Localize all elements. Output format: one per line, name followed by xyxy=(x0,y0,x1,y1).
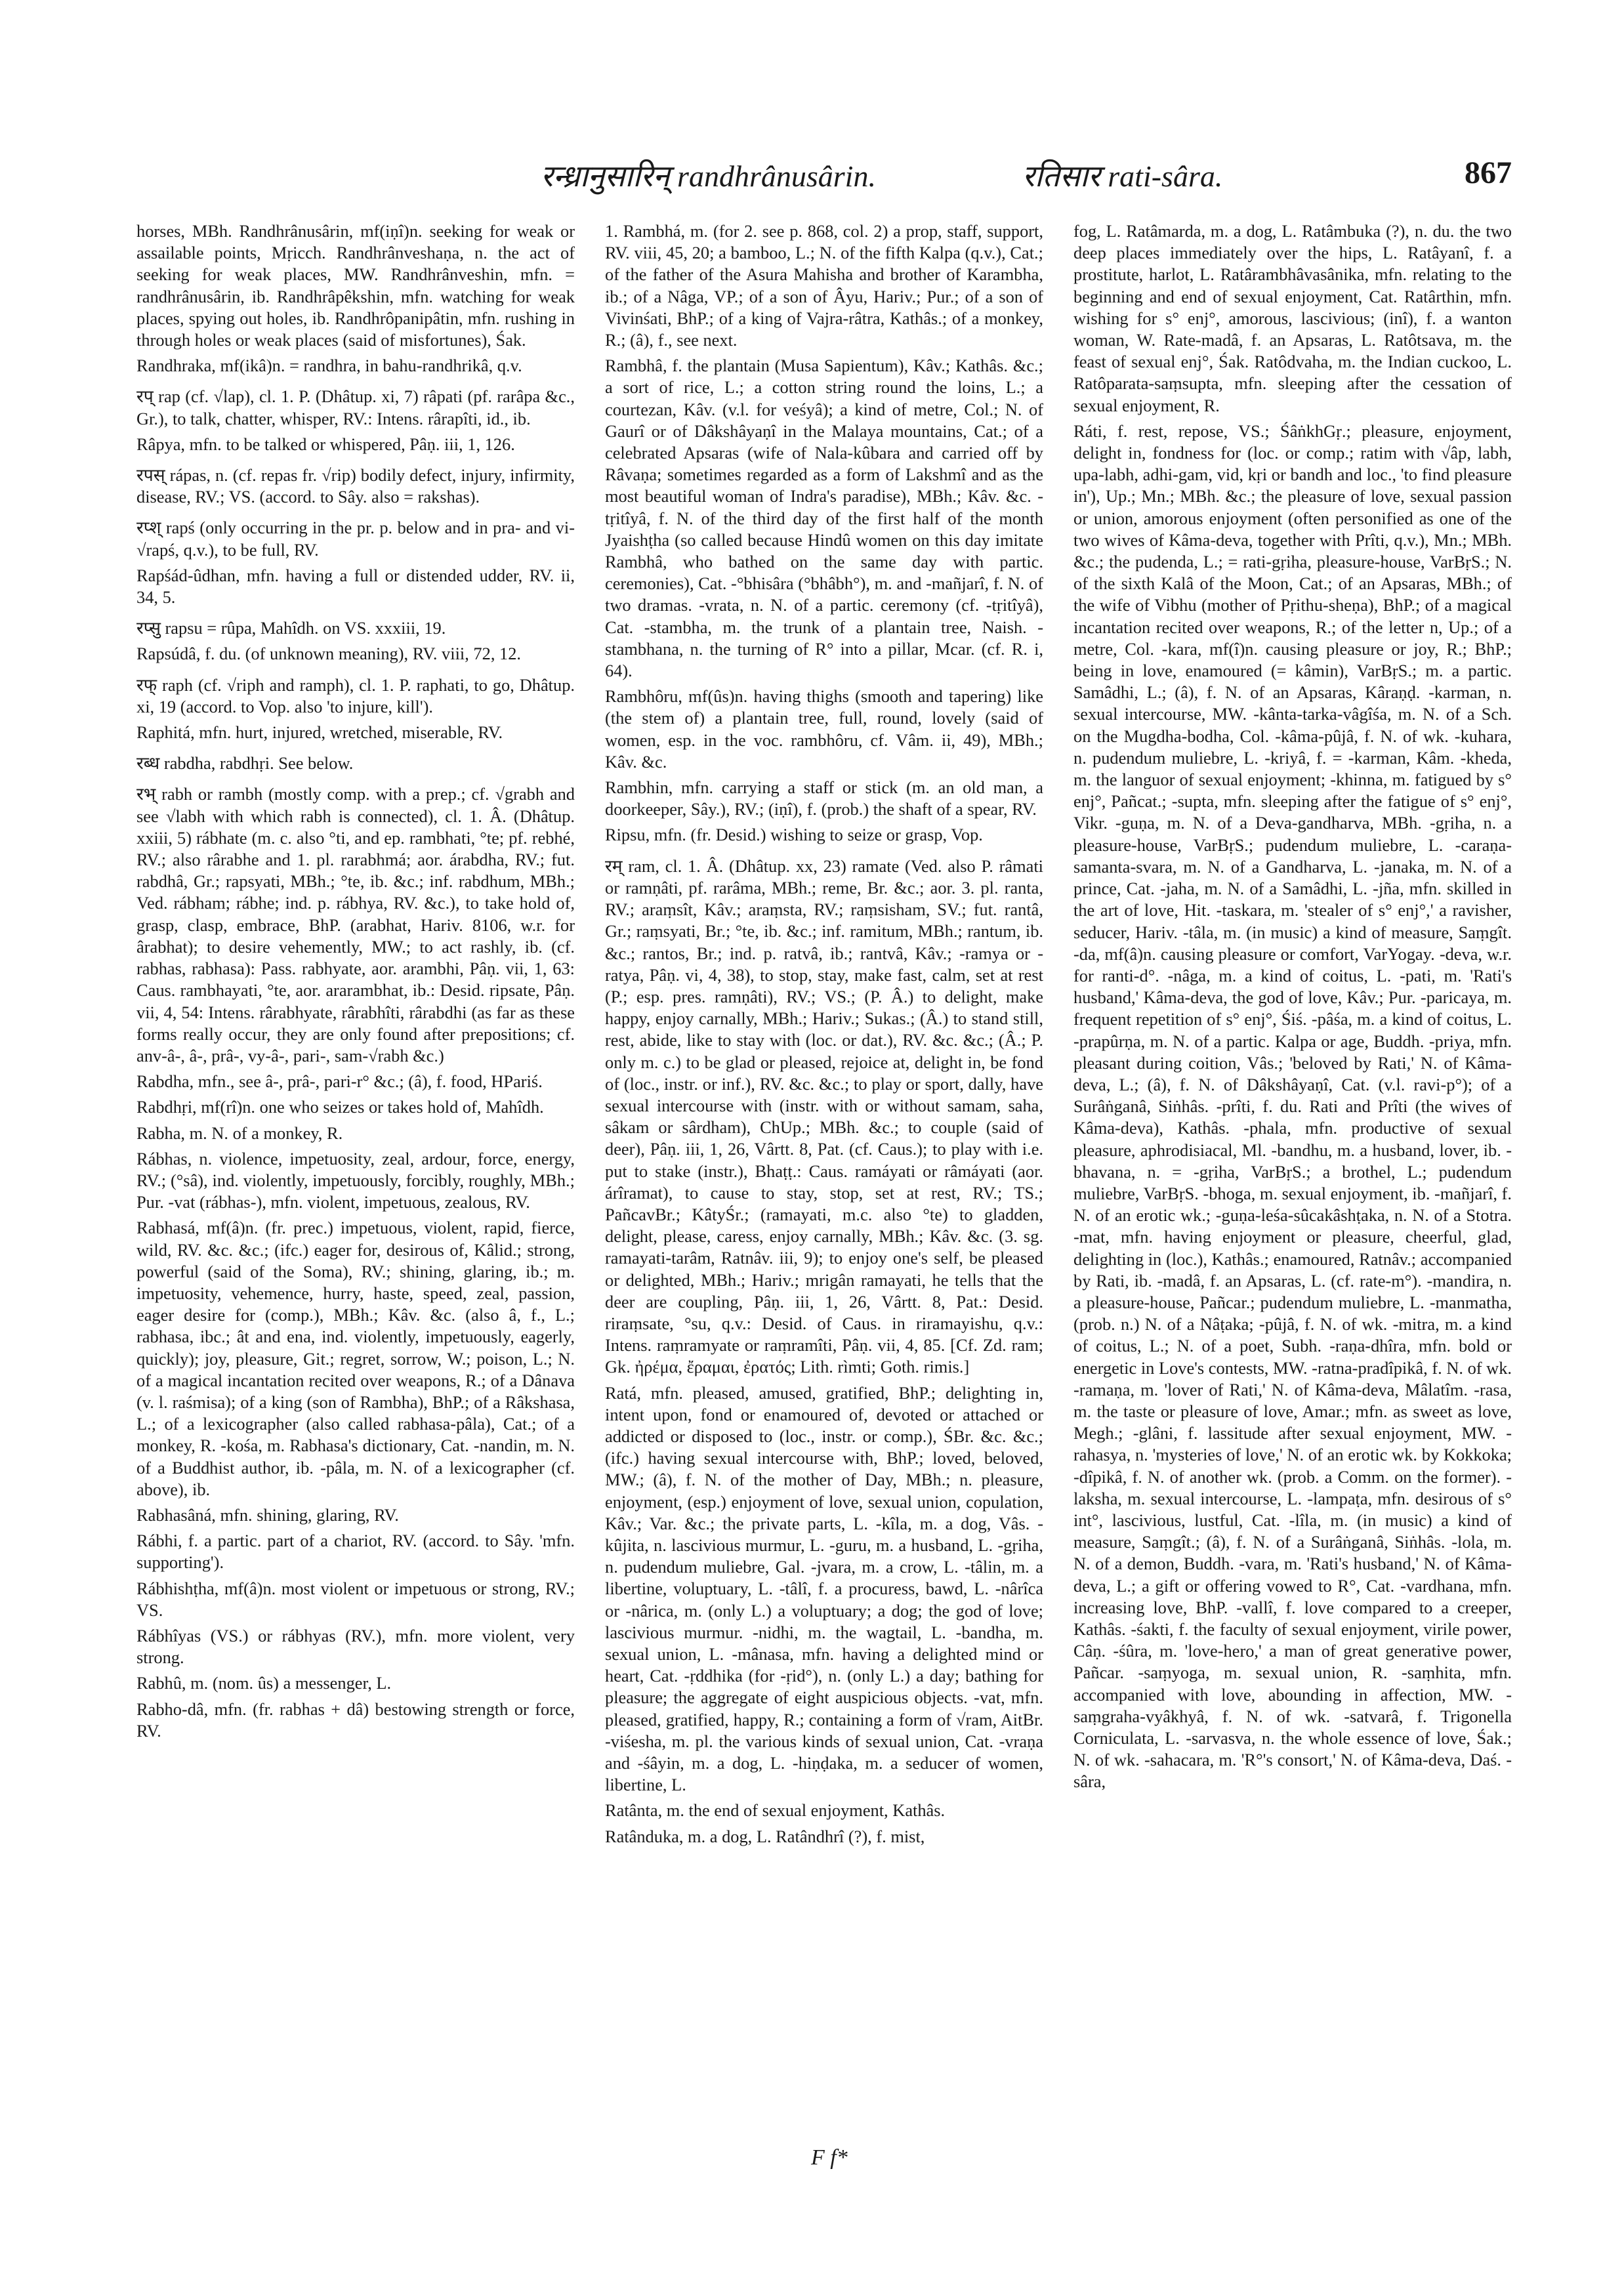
dictionary-entry: रपस् rápas, n. (cf. repas fr. √rip) bodily defect, injury, infirmity, disease, RV.; VS. (accord. to Sây. also = rakshas). xyxy=(136,465,575,507)
column-3 xyxy=(1073,220,1512,2090)
right-guide-word: रतिसार rati-sâra. xyxy=(1022,159,1223,193)
dictionary-entry: रप्श् rapś (only occurring in the pr. p. below and in pra- and vi-√rapś, q.v.), to be full, RV. xyxy=(136,518,575,560)
column-1 xyxy=(136,220,575,2090)
dictionary-entry: Rapśád-ûdhan, mfn. having a full or distended udder, RV. ii, 34, 5. xyxy=(136,565,575,608)
dictionary-entry: रम् ram, cl. 1. Â. (Dhâtup. xx, 23) ramate (Ved. also P. râmati or ramṇâti, pf. rarâma, MBh.; reme, Br. &c.; aor. 3. pl. ranta, RV.; araṃsît, Kâv.; araṃsta, RV.; raṃsisham, SV.; fut. rantâ, Gr.; raṃsyati, Br.; °te, ib. &c.; inf. ramitum, MBh.; rantum, ib. &c.; rantos, Br.; ind. p. ratvâ, ib.; rantvâ, Kâv.; -ramya or -ratya, Pâṇ. vi, 4, 38), to stop, stay, make fast, calm, set at rest (P.; esp. pres. ramṇâti), RV.; VS.; (P. Â.) to delight, make happy, enjoy carnally, MBh.; Hariv.; Sukas.; (Â.) to stand still, rest, abide, like to stay with (loc. or dat.), RV. &c. &c.; (Â.; P. only m. c.) to be glad or pleased, rejoice at, delight in, be fond of (loc., instr. or inf.), RV. &c. &c.; to play or sport, dally, have sexual intercourse with (instr. with or without samam, saha, sâkam or sârdham), ChUp.; MBh. &c.; to couple (said of deer), Pâṇ. iii, 1, 26, Vârtt. 8, Pat. (cf. Caus.); to play with i.e. put to stake (instr.), Bhaṭṭ.: Caus. ramáyati or râmáyati (aor. árîramat), to cause to stay, stop, set at rest, RV.; TS.; PañcavBr.; KâtyŚr.; (ramayati, m.c. also °te) to gladden, delight, please, caress, enjoy carnally, MBh.; Kâv. &c. (3. sg. ramayati-tarâm, Ratnâv. iii, 9); to enjoy one's self, be pleased or delighted, MBh.; Hariv.; mrigân ramayati, he tells that the deer are coupling, Pâṇ. iii, 1, 26, Vârtt. 8, Pat.: Desid. riraṃsate, °su, q.v.: Desid. of Caus. in riramayishu, q.v.: Intens. raṃramyate or raṃramîti, Pâṇ. vii, 4, 85. [Cf. Zd. ram; Gk. ἠρέμα, ἔραμαι, ἐρατός; Lith. rìmti; Goth. rimis.] xyxy=(605,856,1043,1377)
dictionary-entry: रफ् raph (cf. √riph and ramph), cl. 1. P. raphati, to go, Dhâtup. xi, 19 (accord. to Vop. also 'to injure, kill'). xyxy=(136,674,575,716)
dictionary-entry: Rabhasâná, mfn. shining, glaring, RV. xyxy=(136,1504,399,1525)
dictionary-entry: Rabho-dâ, mfn. (fr. rabhas + dâ) bestowing strength or force, RV. xyxy=(136,1699,575,1741)
dictionary-entry: रभ् rabh or rambh (mostly comp. with a prep.; cf. √grabh and see √labh with which rabh is connected), cl. 1. Â. (Dhâtup. xxiii, 5) rábhate (m. c. also °ti, and ep. rambhati, °te; pf. rebhé, RV.; also rârabhe and 1. pl. rarabhmá; aor. árabdha, RV.; fut. rabdhâ, Gr.; rapsyati, MBh.; °te, ib. &c.; inf. rabdhum, MBh.; Ved. rábham; rábhe; ind. p. rábhya, RV. &c.), to take hold of, grasp, clasp, embrace, BhP. (arabhat, Hariv. 8106, w.r. for ârabhat); to desire vehemently, MW.; to act rashly, ib. (cf. rabhas, rabhasa): Pass. rabhyate, aor. arambhi, Pâṇ. vii, 1, 63: Caus. rambhayati, °te, aor. ararambhat, ib.: Desid. ripsate, Pâṇ. vii, 4, 54: Intens. rârabhyate, rârabhîti, rârabdhi (as far as these forms really occur, they are only found after prepositions; cf. anv-â-, â-, prâ-, vy-â-, pari-, sam-√rabh &c.) xyxy=(136,784,575,1065)
dictionary-entry: fog, L. Ratâmarda, m. a dog, L. Ratâmbuka (?), n. du. the two deep places immediately over the hips, L. Ratâyanî, f. a prostitute, harlot, L. Ratârambhâvasânika, mfn. relating to the beginning and end of sexual enjoyment, Cat. Ratârthin, mfn. wishing for s° enj°, amorous, lascivious; (inî), f. a wanton woman, W. Rate-madâ, f. an Apsaras, L. Ratôtsava, m. the feast of sexual enj°, Śak. Ratôdvaha, m. the Indian cuckoo, L. Ratôparata-saṃsupta, mfn. sleeping after the cessation of sexual enjoyment, R. xyxy=(1073,221,1512,415)
printer-signature: F f* xyxy=(811,2145,848,2170)
dictionary-entry: Ratânduka, m. a dog, L. Ratândhrî (?), f. mist, xyxy=(605,1826,925,1846)
dictionary-entry: Randhraka, mf(ikâ)n. = randhra, in bahu-randhrikâ, q.v. xyxy=(136,356,522,376)
dictionary-entry: रप्सु rapsu = rûpa, Mahîdh. on VS. xxxiii, 19. xyxy=(136,618,446,638)
dictionary-entry: Rabhû, m. (nom. ûs) a messenger, L. xyxy=(136,1673,392,1693)
dictionary-entry: Rabdhṛi, mf(rî)n. one who seizes or takes hold of, Mahîdh. xyxy=(136,1097,544,1117)
dictionary-entry: Rábhi, f. a partic. part of a chariot, RV. (accord. to Sây. 'mfn. supporting'). xyxy=(136,1531,575,1573)
dictionary-entry: Ratânta, m. the end of sexual enjoyment, Kathâs. xyxy=(605,1800,946,1821)
dictionary-entry: Rapsúdâ, f. du. (of unknown meaning), RV. viii, 72, 12. xyxy=(136,644,522,664)
dictionary-entry: रप् rap (cf. √lap), cl. 1. P. (Dhâtup. xi, 7) râpati (pf. rarâpa &c., Gr.), to talk, chatter, whisper, RV.: Intens. rârapîti, id., ib. xyxy=(136,386,575,428)
dictionary-entry: horses, MBh. Randhrânusârin, mf(iṇî)n. seeking for weak or assailable points, Mṛicch. Randhrânveshaṇa, n. the act of seeking for weak places, MW. Randhrânveshin, mfn. = randhrânusârin, ib. Randhrâpêkshin, mfn. watching for weak places, spying out holes, ib. Randhrôpanipâtin, mfn. rushing in through holes or weak places (said of misfortunes), Śak. xyxy=(136,221,575,350)
dictionary-entry: Raphitá, mfn. hurt, injured, wretched, miserable, RV. xyxy=(136,722,503,743)
dictionary-entry: Ratá, mfn. pleased, amused, gratified, BhP.; delighting in, intent upon, fond or enamoured of, devoted or attached or addicted or disposed to (loc., instr. or comp.), ŚBr. &c. &c.; (ifc.) having sexual intercourse with, BhP.; loved, beloved, MW.; (â), f. N. of the mother of Day, MBh.; n. pleasure, enjoyment, (esp.) enjoyment of love, sexual union, copulation, Kâv.; Var. &c.; the private parts, L. -kîla, m. a dog, Vâs. -kûjita, n. lascivious murmur, L. -guru, m. a husband, L. -gṛiha, n. pudendum muliebre, Gal. -jvara, m. a crow, L. -tâlin, m. a libertine, voluptuary, L. -tâlî, f. a procuress, bawd, L. -nârîca or -nârica, m. (only L.) a voluptuary; a dog; the god of love; lascivious murmur. -nidhi, m. the wagtail, L. -bandha, m. sexual union, L. -mânasa, mfn. having a delighted mind or heart, Cat. -ṛddhika (for -ṛid°), n. (only L.) a day; bathing for pleasure; the aggregate of eight auspicious objects. -vat, mfn. pleased, gratified, happy, R.; containing a form of √ram, AitBr. -viśesha, m. pl. the various kinds of sexual union, Cat. -vraṇa and -śâyin, m. a dog, L. -hiṇḍaka, m. a seducer of women, libertine, L. xyxy=(605,1382,1043,1795)
dictionary-entry: Ripsu, mfn. (fr. Desid.) wishing to seize or grasp, Vop. xyxy=(605,825,983,845)
page-number: 867 xyxy=(1465,155,1512,190)
dictionary-entry: Rabha, m. N. of a monkey, R. xyxy=(136,1123,343,1143)
dictionary-entry: Rambhin, mfn. carrying a staff or stick (m. an old man, a doorkeeper, Sây.), RV.; (iṇî), f. (prob.) the shaft of a spear, RV. xyxy=(605,777,1043,819)
dictionary-entry: रब्ध rabdha, rabdhṛi. See below. xyxy=(136,753,354,774)
dictionary-entry: 1. Rambhá, m. (for 2. see p. 868, col. 2) a prop, staff, support, RV. viii, 45, 20; a bamboo, L.; N. of the fifth Kalpa (q.v.), Cat.; of the father of the Asura Mahisha and brother of Karambha, ib.; of a Nâga, VP.; of a son of Âyu, Hariv.; Pur.; of a son of Vivinśati, BhP.; of a king of Vajra-râtra, Kathâs.; of a monkey, R.; (â), f., see next. xyxy=(605,221,1043,350)
dictionary-entry: Rambhâ, f. the plantain (Musa Sapientum), Kâv.; Kathâs. &c.; a sort of rice, L.; a cotton string round the loins, L.; a courtezan, Kâv. (v.l. for veśyâ); a kind of metre, Col.; N. of Gaurî or of Dâkshâyaṇî in the Malaya mountains, Cat.; of a celebrated Apsaras (wife of Nala-kûbara and carried off by Râvaṇa; sometimes regarded as a form of Lakshmî and as the most beautiful woman of Indra's paradise), MBh.; Kâv. &c. -tṛitîyâ, f. N. of the third day of the first half of the month Jyaishṭha (so called because Hindû women on this day imitate Rambhâ, who bathed on the same day with partic. ceremonies), Cat. -°bhisâra (°bhâbh°), m. and -mañjarî, f. N. of two dramas. -vrata, n. N. of a partic. ceremony (cf. -tṛitîyâ), Cat. -stambha, m. the trunk of a plantain tree, Naish. -stambhana, n. the turning of R° into a pillar, Mcar. (cf. R. i, 64). xyxy=(605,356,1043,681)
dictionary-entry: Rabhasá, mf(â)n. (fr. prec.) impetuous, violent, rapid, fierce, wild, RV. &c. &c.; (ifc.) eager for, desirous of, Kâlid.; strong, powerful (said of the Soma), RV.; shining, glaring, ib.; m. impetuosity, vehemence, hurry, haste, speed, zeal, passion, eager desire for (comp.), MBh.; Kâv. &c. (also â, f., L.; rabhasa, ibc.; ât and ena, ind. violently, impetuously, eagerly, quickly); joy, pleasure, Git.; regret, sorrow, W.; poison, L.; N. of a magical incantation recited over weapons, R.; of a Dânava (v. l. raśmisa); of a king (son of Rambha), BhP.; of a Râkshasa, L.; of a lexicographer (also called rabhasa-pâla), Cat.; of a monkey, R. -kośa, m. Rabhasa's dictionary, Cat. -nandin, m. N. of a Buddhist author, ib. -pâla, m. N. of a lexicographer (cf. above), ib. xyxy=(136,1218,575,1499)
dictionary-columns xyxy=(136,220,1512,2090)
dictionary-entry: Rábhas, n. violence, impetuosity, zeal, ardour, force, energy, RV.; (°sâ), ind. violently, impetuously, forcibly, roughly, MBh.; Pur. -vat (rábhas-), mfn. violent, impetuous, zealous, RV. xyxy=(136,1148,575,1212)
dictionary-entry: Rábhîyas (VS.) or rábhyas (RV.), mfn. more violent, very strong. xyxy=(136,1625,575,1668)
page-header xyxy=(136,155,1512,201)
dictionary-entry: Râpya, mfn. to be talked or whispered, Pâṇ. iii, 1, 126. xyxy=(136,434,515,454)
column-2 xyxy=(605,220,1043,2090)
left-guide-word: रन्ध्रानुसारिन् randhrânusârin. xyxy=(541,159,876,193)
dictionary-entry: Ráti, f. rest, repose, VS.; ŚâṅkhGṛ.; pleasure, enjoyment, delight in, fondness for (loc. or comp.; ratim with √âp, labh, upa-labh, adhi-gam, vid, kṛi or bandh and loc., 'to find pleasure in'), Up.; Mn.; MBh. &c.; the pleasure of love, sexual passion or union, amorous enjoyment (often personified as one of the two wives of Kâma-deva, together with Prîti, q.v.), Mn.; MBh. &c.; the pudenda, L.; = rati-gṛiha, pleasure-house, VarBṛS.; N. of the sixth Kalâ of the Moon, Cat.; of an Apsaras, MBh.; of the wife of Vibhu (mother of Pṛithu-sheṇa), BhP.; of a magical incantation recited over weapons, R.; of the letter n, Up.; of a metre, Col. -kara, mf(î)n. causing pleasure or joy, R.; BhP.; being in love, enamoured (= kâmin), VarBṛS.; m. a partic. Samâdhi, L.; (â), f. N. of an Apsaras, Kâraṇḍ. -karman, n. sexual intercourse, MW. -kânta-tarka-vâgîśa, m. N. of a Sch. on the Mugdha-bodha, Col. -kâma-pûjâ, f. N. of wk. -kuhara, n. pudendum muliebre, L. -kriyâ, f. = -karman, Kâm. -kheda, m. the languor of sexual enjoyment; -khinna, m. fatigued by s° enj°, Pañcat.; -supta, mfn. sleeping after the fatigue of s° enj°, Vikr. -guṇa, m. N. of a Deva-gandharva, MBh. -gṛiha, n. a pleasure-house, VarBṛS.; pudendum muliebre, L. -caraṇa-samanta-svara, m. N. of a Gandharva, L. -janaka, m. N. of a prince, Cat. -jaha, m. N. of a Samâdhi, L. -jña, mfn. skilled in the art of love, Hit. -taskara, m. 'stealer of s° enj°,' a ravisher, seducer, Hariv. -tâla, m. (in music) a kind of measure, Saṃgît. -da, mf(â)n. causing pleasure or comfort, VarYogay. -deva, w.r. for ranti-d°. -nâga, m. a kind of coitus, L. -pati, m. 'Rati's husband,' Kâma-deva, the god of love, Kâv.; Pur. -paricaya, m. frequent repetition of s° enj°, Śiś. -pâśa, m. a kind of coitus, L. -prapûrṇa, m. N. of a partic. Kalpa or age, Buddh. -priya, mfn. pleasant during coition, Vâs.; 'beloved by Rati,' N. of Kâma-deva, L.; (â), f. N. of Dâkshâyaṇî, Cat. (v.l. ravi-p°); of a Surâṅganâ, Siṅhâs. -prîti, f. du. Rati and Prîti (the wives of Kâma-deva), Kathâs. -phala, mfn. productive of sexual pleasure, aphrodisiacal, Ml. -bandhu, m. a husband, lover, ib. -bhavana, n. = -gṛiha, VarBṛS.; a brothel, L.; pudendum muliebre, VarBṛS. -bhoga, m. sexual enjoyment, ib. -mañjarî, f. N. of an erotic wk.; -guṇa-leśa-sûcakâshṭaka, n. N. of a Stotra. -mat, mfn. having enjoyment or pleasure, cheerful, glad, delighting in (loc.), Kathâs.; enamoured, Ratnâv.; accompanied by Rati, ib. -madâ, f. an Apsaras, L. (cf. rate-m°). -mandira, n. a pleasure-house, Pañcar.; pudendum muliebre, L. -manmatha, (prob. n.) N. of a Nâṭaka; -pûjâ, f. N. of wk. -mitra, m. a kind of coitus, L.; N. of a poet, Subh. -raṇa-dhîra, mfn. bold or energetic in Love's contests, MW. -ratna-pradîpikâ, f. N. of wk. -ramaṇa, m. 'lover of Rati,' N. of Kâma-deva, Mâlatîm. -rasa, m. the taste or pleasure of love, Amar.; mfn. as sweet as love, Megh.; -glâni, f. lassitude after sexual enjoyment, MW. -rahasya, n. 'mysteries of love,' N. of an erotic wk. by Kokkoka; -dîpikâ, f. N. of another wk. (prob. a Comm. on the former). -laksha, m. sexual intercourse, L. -lampaṭa, mfn. desirous of s° int°, lascivious, lustful, Cat. -lîla, m. (in music) a kind of measure, Saṃgît.; (â), f. N. of a Surâṅganâ, Siṅhâs. -lola, m. N. of a demon, Buddh. -vara, m. 'Rati's husband,' N. of Kâma-deva, L.; a gift or offering vowed to R°, Cat. -vardhana, mfn. increasing love, BhP. -vallî, f. love compared to a creeper, Kathâs. -śakti, f. the faculty of sexual enjoyment, virile power, Câṇ. -śûra, m. 'love-hero,' a man of great generative power, Pañcar. -saṃyoga, m. sexual union, R. -saṃhita, mfn. accompanied with love, abounding in affection, MW. -saṃgraha-vyâkhyâ, f. N. of wk. -satvarâ, f. Trigonella Corniculata, L. -sarvasva, n. the whole essence of love, Śak.; N. of wk. -sahacara, m. 'R°'s consort,' N. of Kâma-deva, Daś. -sâra, xyxy=(1073,421,1512,1792)
dictionary-entry: Rábhishṭha, mf(â)n. most violent or impetuous or strong, RV.; VS. xyxy=(136,1578,575,1620)
dictionary-entry: Rabdha, mfn., see â-, prâ-, pari-r° &c.; (â), f. food, HPariś. xyxy=(136,1071,543,1092)
dictionary-entry: Rambhôru, mf(ûs)n. having thighs (smooth and tapering) like (the stem of) a plantain tree, full, round, lovely (said of women, esp. in the voc. rambhôru, cf. Vâm. ii, 49), MBh.; Kâv. &c. xyxy=(605,686,1043,772)
